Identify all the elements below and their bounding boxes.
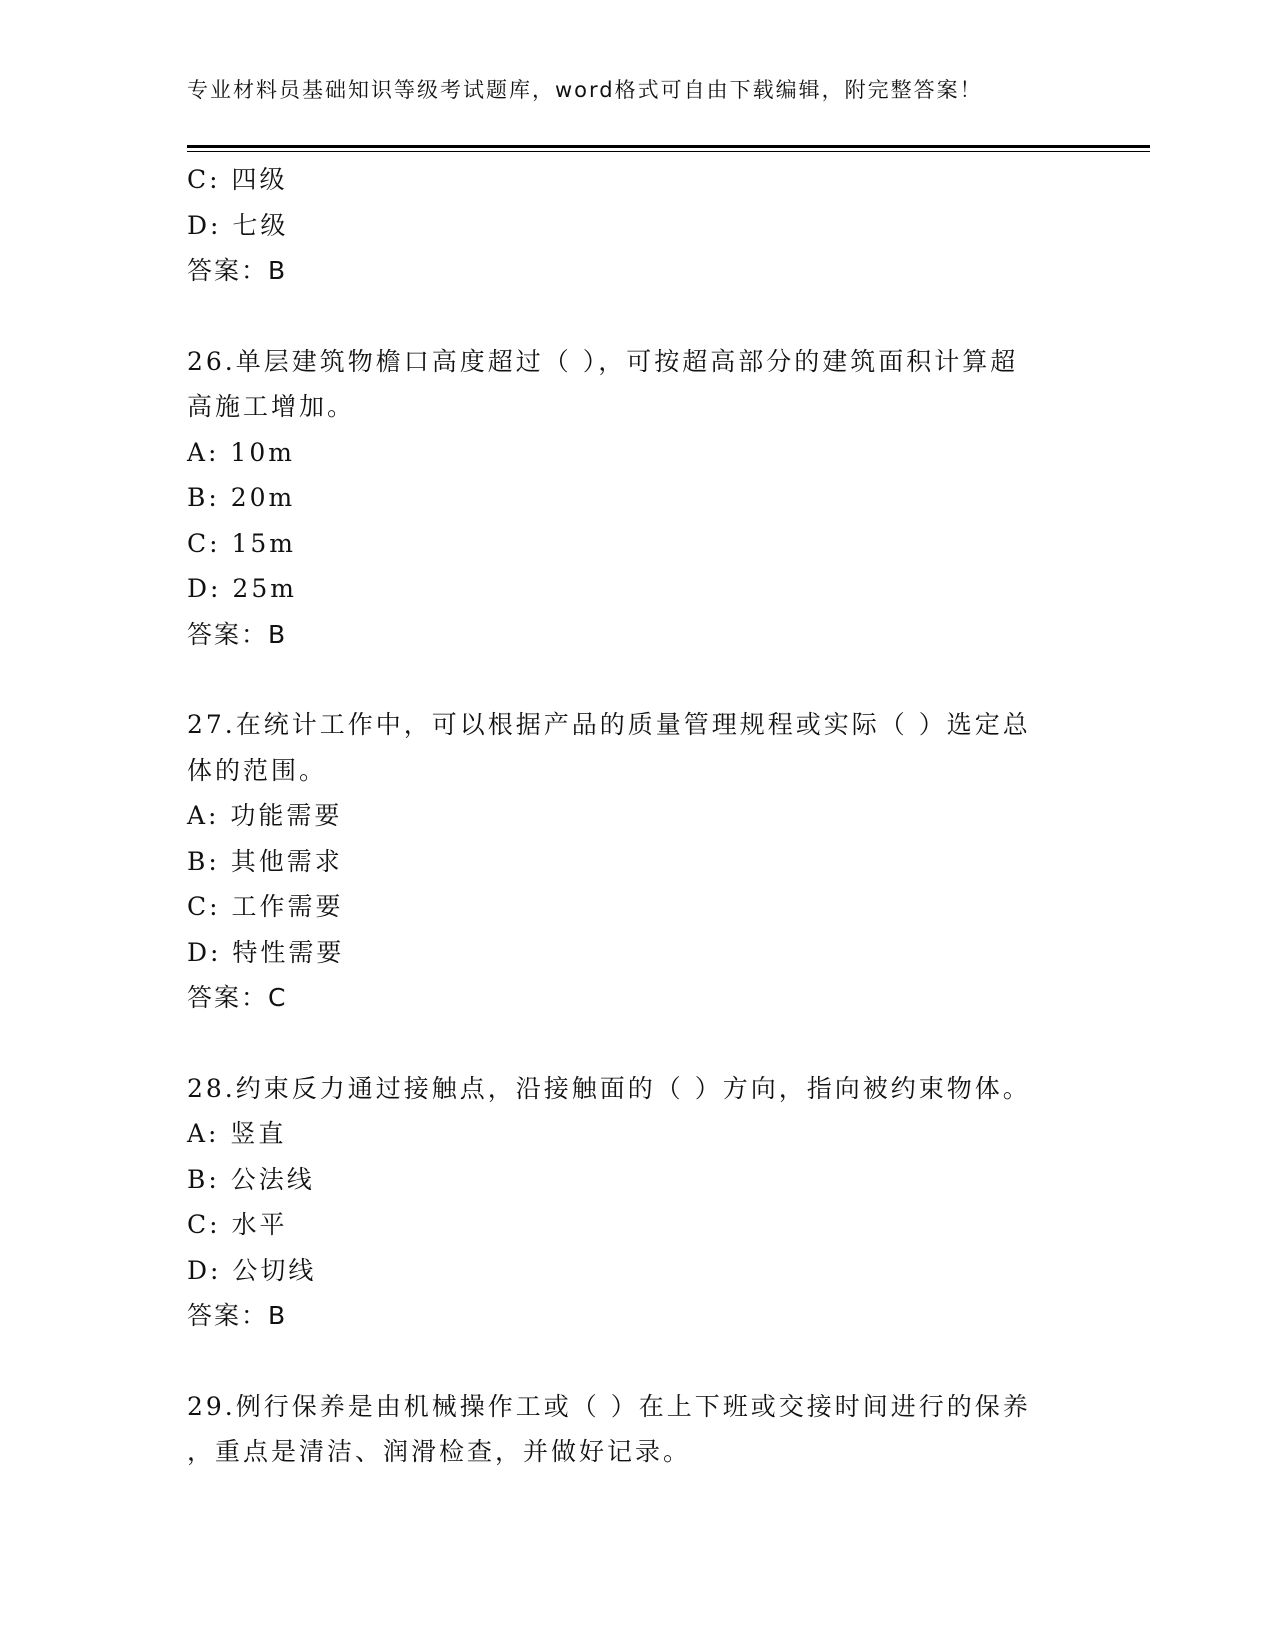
question-29 bbox=[187, 1384, 1087, 1475]
option-c: C: 四级 bbox=[187, 165, 288, 194]
option-d: D: 特性需要 bbox=[187, 937, 345, 967]
spacer bbox=[187, 1021, 1087, 1066]
page-header: 专业材料员基础知识等级考试题库，word格式可自由下载编辑，附完整答案！ bbox=[187, 78, 983, 102]
question-stem: 体的范围。 bbox=[187, 755, 328, 785]
answer-line: 答案：B bbox=[187, 619, 288, 649]
question-stem: 26.单层建筑物檐口高度超过（ ），可按超高部分的建筑面积计算超 bbox=[187, 346, 1019, 376]
question-27 bbox=[187, 702, 1087, 1021]
question-stem: 高施工增加。 bbox=[187, 392, 356, 421]
prev-question bbox=[187, 157, 1087, 294]
question-stem: 28.约束反力通过接触点，沿接触面的（ ）方向，指向被约束物体。 bbox=[187, 1073, 1031, 1103]
question-26 bbox=[187, 339, 1087, 658]
header-rule-thin bbox=[187, 151, 1150, 152]
option-b: B: 其他需求 bbox=[187, 846, 343, 876]
option-b: B: 公法线 bbox=[187, 1164, 315, 1194]
option-a: A: 10m bbox=[187, 437, 295, 467]
option-c: C: 水平 bbox=[187, 1210, 288, 1239]
spacer bbox=[187, 294, 1087, 339]
question-stem: ，重点是清洁、润滑检查，并做好记录。 bbox=[187, 1437, 692, 1466]
answer-line: 答案：C bbox=[187, 983, 288, 1012]
option-a: A: 功能需要 bbox=[187, 801, 343, 830]
answer-line: 答案：B bbox=[187, 1301, 288, 1330]
header-rule-thick bbox=[187, 145, 1150, 148]
option-d: D: 七级 bbox=[187, 210, 289, 240]
option-a: A: 竖直 bbox=[187, 1119, 287, 1148]
option-b: B: 20m bbox=[187, 483, 296, 512]
option-d: D: 25m bbox=[187, 574, 297, 603]
answer-line: 答案：B bbox=[187, 256, 288, 285]
question-28 bbox=[187, 1066, 1087, 1339]
question-stem: 29.例行保养是由机械操作工或（ ）在上下班或交接时间进行的保养 bbox=[187, 1391, 1031, 1421]
option-c: C: 工作需要 bbox=[187, 892, 344, 921]
question-stem: 27.在统计工作中，可以根据产品的质量管理规程或实际（ ）选定总 bbox=[187, 710, 1031, 739]
spacer bbox=[187, 657, 1087, 702]
spacer bbox=[187, 1339, 1087, 1384]
option-c: C: 15m bbox=[187, 528, 297, 558]
question-list bbox=[187, 157, 1087, 1475]
option-d: D: 公切线 bbox=[187, 1255, 317, 1285]
